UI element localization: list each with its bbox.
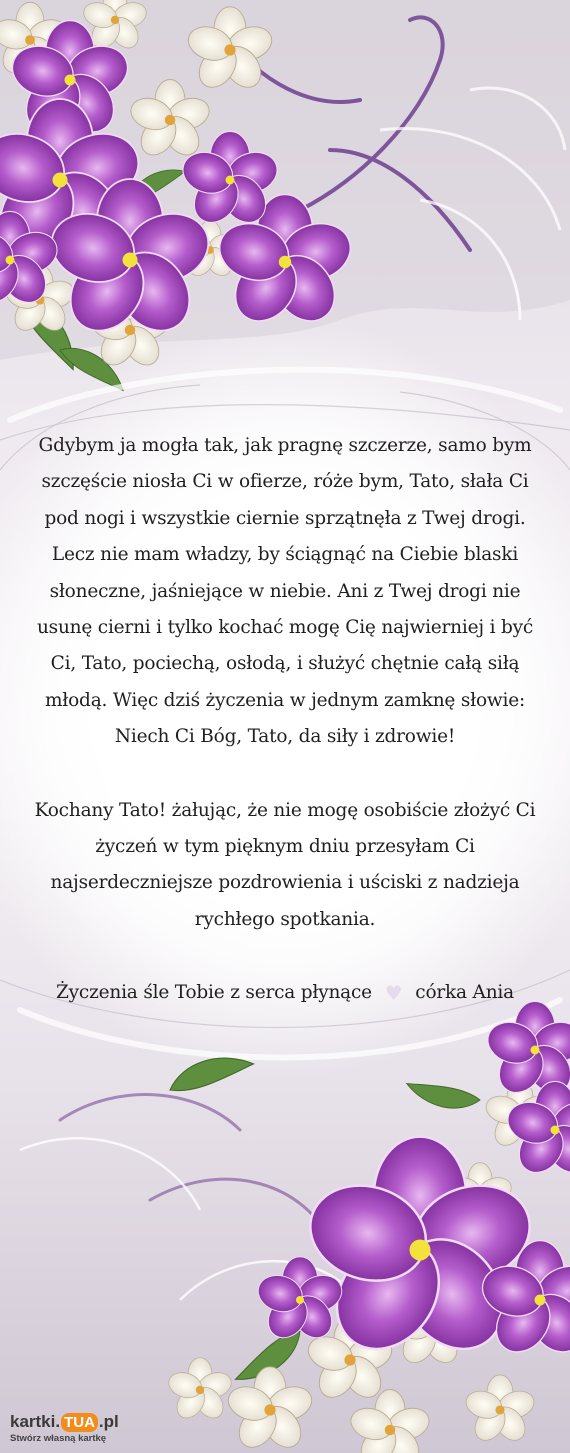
paragraph-spacer xyxy=(30,756,540,793)
heart-icon: ♥ xyxy=(384,981,403,1006)
logo-badge: TUA xyxy=(61,1413,98,1432)
greeting-text xyxy=(30,428,540,1012)
signature-line xyxy=(30,975,540,1012)
poem-paragraph: Gdybym ja mogła tak, jak pragnę szczerze, samo bym szczęście niosła Ci w ofierze, róże bym, Tato, słała Ci pod nogi i wszystkie ciernie sprzątnęła z Twej drogi. Lecz nie mam władzy, by ściągnąć na Ciebie blaski słoneczne, jaśniejące w niebie. Ani z Twej drogi nie usunę cierni i tylko kochać mogę Cię najwierniej i być Ci, Tato, pociechą, osłodą, i służyć chętnie całą siłą młodą. Więc dziś życzenia w jednym zamknę słowie: Niech Ci Bóg, Tato, da siły i zdrowie! xyxy=(36,435,534,748)
logo-word-end: .pl xyxy=(98,1412,119,1431)
logo-word-start: kartki. xyxy=(10,1412,61,1431)
paragraph-spacer xyxy=(30,938,540,975)
wishes-paragraph: Kochany Tato! żałując, że nie mogę osobiście złożyć Ci życzeń w tym pięknym dniu przesyłam Ci najserdeczniejsze pozdrowienia i uściski z nadzieja rychłego spotkania. xyxy=(34,799,536,930)
site-logo[interactable] xyxy=(6,1412,124,1448)
signature-text: Życzenia śle Tobie z serca płynące xyxy=(56,982,372,1004)
signature-name: córka Ania xyxy=(415,982,514,1004)
logo-wordmark xyxy=(10,1412,119,1432)
logo-tagline: Stwórz własną kartkę xyxy=(10,1433,107,1444)
